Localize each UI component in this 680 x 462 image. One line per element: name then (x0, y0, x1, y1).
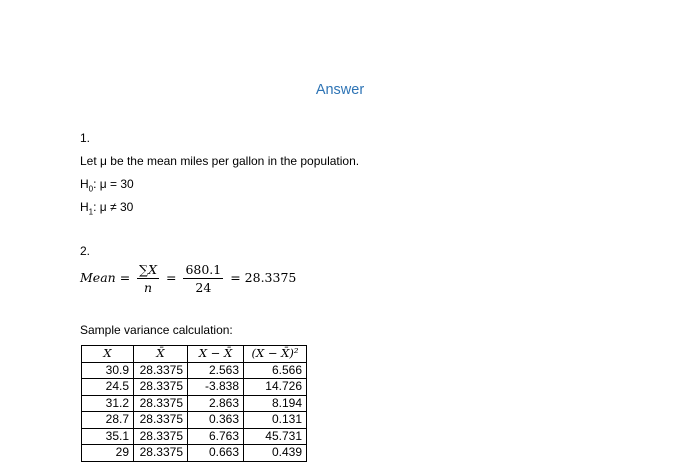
cell-squared-deviation: 6.566 (244, 362, 307, 379)
cell-xbar: 28.3375 (134, 362, 188, 379)
null-hypothesis-statement: : μ = 30 (93, 177, 134, 191)
cell-deviation: 6.763 (188, 428, 244, 445)
null-hypothesis-label: H (80, 177, 89, 191)
cell-squared-deviation: 0.439 (244, 445, 307, 462)
variance-table (81, 345, 307, 462)
table-row (82, 379, 307, 396)
null-hypothesis (80, 177, 134, 193)
variance-caption: Sample variance calculation: (80, 323, 233, 337)
sum-value-numerator: 680.1 (185, 262, 222, 277)
equals-sign: = (165, 270, 177, 285)
cell-squared-deviation: 14.726 (244, 379, 307, 396)
cell-deviation: 0.363 (188, 412, 244, 429)
cell-deviation: 0.663 (188, 445, 244, 462)
sum-over-n-fraction (137, 262, 159, 295)
column-header-x: X (82, 346, 134, 363)
alternative-hypothesis (80, 200, 133, 216)
cell-squared-deviation: 45.731 (244, 428, 307, 445)
cell-deviation: -3.838 (188, 379, 244, 396)
column-header-xbar: X̄ (134, 346, 188, 363)
cell-squared-deviation: 8.194 (244, 395, 307, 412)
table-row (82, 362, 307, 379)
cell-x: 29 (82, 445, 134, 462)
table-header-row (82, 346, 307, 363)
count-denominator: 24 (195, 280, 212, 295)
question-1-number: 1. (80, 131, 91, 145)
cell-x: 30.9 (82, 362, 134, 379)
mean-formula (80, 262, 296, 295)
cell-xbar: 28.3375 (134, 445, 188, 462)
answer-heading: Answer (315, 82, 365, 98)
cell-x: 28.7 (82, 412, 134, 429)
mean-result: = 28.3375 (230, 270, 297, 285)
alternative-hypothesis-subscript: 1 (88, 207, 94, 217)
mean-label: Mean (80, 270, 116, 285)
column-header-squared-deviation: (X − X̄)² (244, 346, 307, 363)
null-hypothesis-subscript: 0 (88, 184, 94, 194)
numeric-fraction (183, 262, 223, 295)
equals-sign: = (119, 270, 131, 285)
table-row (82, 428, 307, 445)
table-row (82, 412, 307, 429)
alternative-hypothesis-label: H (80, 200, 89, 214)
cell-x: 31.2 (82, 395, 134, 412)
table-row (82, 395, 307, 412)
cell-x: 35.1 (82, 428, 134, 445)
n-denominator: n (144, 280, 153, 295)
alternative-hypothesis-statement: : μ ≠ 30 (93, 200, 134, 214)
cell-xbar: 28.3375 (134, 412, 188, 429)
question-2-number: 2. (80, 244, 91, 258)
cell-deviation: 2.563 (188, 362, 244, 379)
column-header-deviation: X − X̄ (188, 346, 244, 363)
sum-x-numerator: ∑X (139, 262, 157, 277)
cell-x: 24.5 (82, 379, 134, 396)
population-mean-definition: Let μ be the mean miles per gallon in the population. (80, 154, 360, 168)
cell-deviation: 2.863 (188, 395, 244, 412)
cell-xbar: 28.3375 (134, 428, 188, 445)
cell-xbar: 28.3375 (134, 379, 188, 396)
cell-xbar: 28.3375 (134, 395, 188, 412)
cell-squared-deviation: 0.131 (244, 412, 307, 429)
